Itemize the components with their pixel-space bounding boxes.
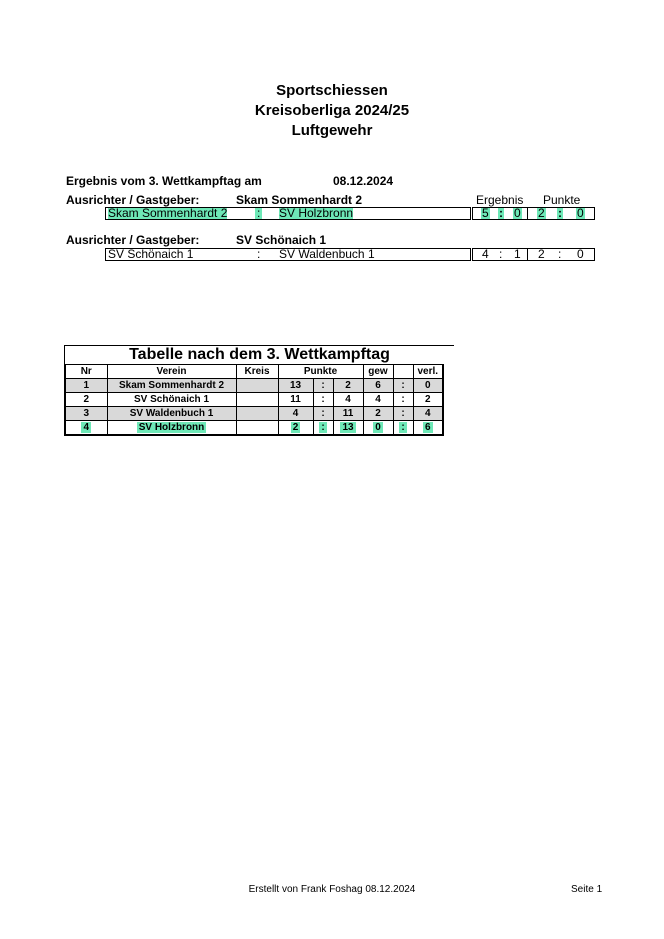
row-sep: : — [313, 421, 333, 436]
standings-table — [64, 364, 444, 436]
row-sep: : — [313, 407, 333, 421]
row-sep: : — [313, 393, 333, 407]
row-nr: 2 — [65, 393, 107, 407]
row-verl: 6 — [413, 421, 443, 436]
row-sep2: : — [393, 379, 413, 393]
row-kreis — [236, 421, 278, 436]
match-row — [0, 207, 664, 220]
row-gew: 4 — [363, 393, 393, 407]
points-away: 0 — [577, 206, 584, 220]
match-teams-box — [105, 207, 471, 220]
row-points-for: 11 — [278, 393, 313, 407]
table-row — [65, 407, 443, 421]
footer-created: Erstellt von Frank Foshag 08.12.2024 — [248, 884, 416, 895]
col-verl: verl. — [413, 365, 443, 379]
ergebnis-header: Ergebnis — [476, 193, 524, 207]
row-gew: 0 — [363, 421, 393, 436]
team-separator: : — [257, 247, 261, 261]
match-row — [0, 248, 664, 261]
col-empty — [393, 365, 413, 379]
result-home: 5 — [482, 206, 489, 220]
row-kreis — [236, 393, 278, 407]
row-points-against: 2 — [333, 379, 363, 393]
row-verl: 4 — [413, 407, 443, 421]
match-scores-box — [472, 207, 595, 220]
match-scores-box — [472, 248, 595, 261]
row-sep2: : — [393, 393, 413, 407]
row-points-for: 2 — [278, 421, 313, 436]
col-punkte: Punkte — [278, 365, 363, 379]
result-separator: : — [499, 206, 503, 220]
result-home: 4 — [482, 247, 489, 261]
row-verein: SV Waldenbuch 1 — [107, 407, 236, 421]
title-line-3: Luftgewehr — [291, 122, 373, 139]
away-team: SV Waldenbuch 1 — [279, 247, 375, 261]
row-kreis — [236, 379, 278, 393]
punkte-header: Punkte — [543, 193, 581, 207]
row-verl: 0 — [413, 379, 443, 393]
home-team: Skam Sommenhardt 2 — [108, 206, 228, 220]
standings-header-row — [65, 365, 443, 379]
row-points-for: 13 — [278, 379, 313, 393]
points-home: 2 — [538, 247, 545, 261]
row-points-against: 13 — [333, 421, 363, 436]
host-name: Skam Sommenhardt 2 — [236, 193, 363, 207]
row-verl: 2 — [413, 393, 443, 407]
host-name: SV Schönaich 1 — [236, 233, 327, 247]
result-date: 08.12.2024 — [333, 174, 394, 188]
host-label: Ausrichter / Gastgeber: — [66, 233, 200, 247]
column-divider — [527, 207, 528, 220]
table-row — [65, 393, 443, 407]
row-kreis — [236, 407, 278, 421]
col-nr: Nr — [65, 365, 107, 379]
row-nr: 3 — [65, 407, 107, 421]
team-separator: : — [257, 206, 261, 220]
column-divider — [527, 248, 528, 261]
result-separator: : — [499, 247, 503, 261]
match-teams-box — [105, 248, 471, 261]
row-sep2: : — [393, 421, 413, 436]
row-points-against: 11 — [333, 407, 363, 421]
row-sep: : — [313, 379, 333, 393]
footer-page: Seite 1 — [571, 884, 603, 895]
row-nr: 4 — [65, 421, 107, 436]
points-away: 0 — [577, 247, 584, 261]
points-separator: : — [558, 247, 562, 261]
away-team: SV Holzbronn — [279, 206, 354, 220]
col-verein: Verein — [107, 365, 236, 379]
row-points-for: 4 — [278, 407, 313, 421]
table-row — [65, 379, 443, 393]
col-kreis: Kreis — [236, 365, 278, 379]
row-verein: SV Schönaich 1 — [107, 393, 236, 407]
result-away: 0 — [514, 206, 521, 220]
table-row — [65, 421, 443, 436]
row-gew: 2 — [363, 407, 393, 421]
row-gew: 6 — [363, 379, 393, 393]
home-team: SV Schönaich 1 — [108, 247, 194, 261]
host-label: Ausrichter / Gastgeber: — [66, 193, 200, 207]
col-gew: gew — [363, 365, 393, 379]
row-points-against: 4 — [333, 393, 363, 407]
result-label: Ergebnis vom 3. Wettkampftag am — [66, 174, 262, 188]
points-separator: : — [558, 206, 562, 220]
standings-title: Tabelle nach dem 3. Wettkampftag — [64, 345, 454, 364]
row-sep2: : — [393, 407, 413, 421]
row-verein: SV Holzbronn — [107, 421, 236, 436]
title-line-2: Kreisoberliga 2024/25 — [254, 102, 410, 119]
points-home: 2 — [538, 206, 545, 220]
result-away: 1 — [514, 247, 521, 261]
row-verein: Skam Sommenhardt 2 — [107, 379, 236, 393]
title-line-1: Sportschiessen — [276, 82, 388, 99]
row-nr: 1 — [65, 379, 107, 393]
